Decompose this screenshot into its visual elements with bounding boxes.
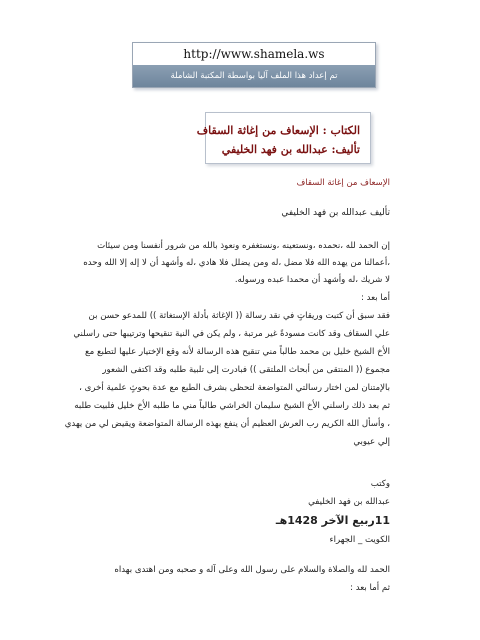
- body-line-3: الأخ الشيخ خليل بن محمد طالباً مني تنقيح هذه الرسالة لأنه وقع الإختيار عليها لتطبع مع: [85, 347, 390, 357]
- generated-by-banner: تم إعداد هذا الملف آليا بواسطة المكتبة الشاملة: [133, 65, 375, 87]
- signoff-name: عبدالله بن فهد الخليفي: [308, 497, 390, 507]
- intro-line-2: ،أعمالنا من يهده الله فلا مضل ،له ومن يضلل فلا هادي ،له وأشهد أن لا إله إلا الله وحده: [83, 258, 390, 268]
- book-title: الكتاب : الإسعاف من إغاثة السقاف: [196, 124, 360, 137]
- site-url[interactable]: http://www.shamela.ws: [183, 47, 325, 61]
- signoff-wrote: وكتب: [370, 479, 390, 489]
- signoff-place: الكويت _ الجهراء: [329, 535, 390, 545]
- book-author: تأليف: عبدالله بن فهد الخليفي: [221, 143, 360, 156]
- closing-line-2: ثم أما بعد :: [350, 583, 390, 593]
- signoff-date: 11ربيع الآخر 1428هـ: [275, 514, 390, 527]
- body-line-8: إلي عيوبي: [353, 437, 390, 447]
- intro-line-1: إن الحمد لله ،نحمده ،ونستعينه ،ونستغفره ونعوذ بالله من شرور أنفسنا ومن سيئات: [97, 241, 390, 251]
- closing-line: الحمد لله والصلاة والسلام على رسول الله وعلى آله و صحبه ومن اهتدى بهداه: [114, 565, 390, 575]
- book-info-box: [196, 112, 371, 164]
- body-line-7: ، وأسأل الله الكريم رب العرش العظيم أن ينفع بهذه الرسالة المتواضعة ويقيض لي من يهدي: [64, 419, 390, 429]
- document-author: تأليف عبدالله بن فهد الخليفي: [281, 208, 390, 218]
- shamela-header: [132, 42, 376, 88]
- body-line-6: ثم بعد ذلك راسلني الأخ الشيخ سليمان الخراشي طالباً مني ما طلبه الأخ خليل فلبيت طلبه: [74, 401, 390, 411]
- body-line-4: مجموع (( المنتقى من أبحاث الملتقى )) فبادرت إلى تلبية طلبه وقد اكتفى الشعور: [102, 365, 390, 375]
- body-line-2: علي السقاف وقد كانت مسودةً غير مرتبة ، ولم يكن في النية تنقيحها وترتيبها حتى راسلني: [73, 329, 390, 339]
- intro-line-3: لا شريك ،له وأشهد أن محمدا عبده ورسوله.: [234, 275, 390, 285]
- body-line-5: بالإمتنان لمن اختار رسالتي المتواضعة لتحظى بشرف الطبع مع عدة بحوثٍ علمية أخرى ،: [79, 383, 390, 393]
- body-line-1: فقد سبق أن كتبت وريقاتٍ في نقد رسالة (( الإغاثة بأدلة الإستغاثة )) للمدعو حسن بن: [88, 311, 390, 321]
- document-title: الإسعاف من إغاثة السقاف: [296, 178, 390, 188]
- amma-bad-label: أما بعد :: [360, 293, 390, 303]
